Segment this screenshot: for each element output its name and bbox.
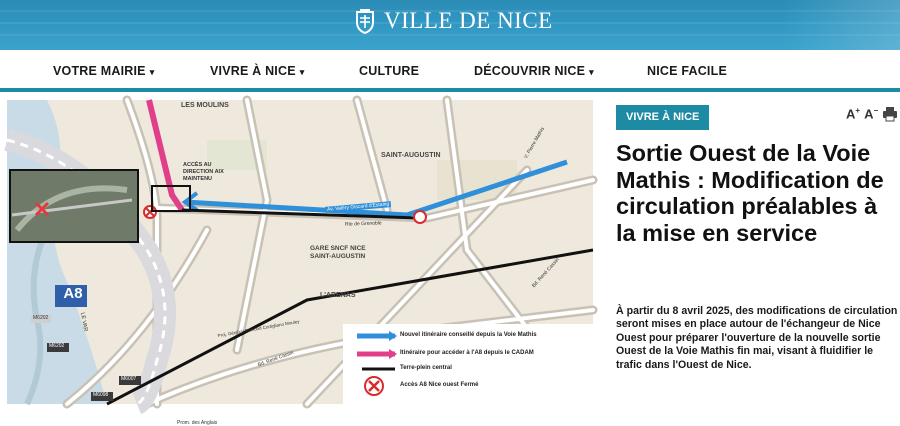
map-label-le-var: LE VAR — [79, 312, 89, 332]
caret-down-icon: ▾ — [589, 67, 594, 77]
map-label-proj: Proj. Général Edmond Cortigliano Mouley — [217, 318, 300, 339]
site-name: VILLE DE NICE — [384, 8, 553, 33]
print-icon[interactable] — [882, 106, 898, 122]
text-tools — [846, 106, 898, 122]
main-nav — [0, 50, 900, 92]
article-map-image[interactable] — [7, 100, 593, 426]
nav-label: VOTRE MAIRIE — [53, 64, 146, 78]
map-label-saint-augustin: SAINT-AUGUSTIN — [381, 152, 441, 159]
nav-item-vivre-a-nice[interactable] — [210, 64, 304, 78]
city-crest-icon — [352, 8, 378, 34]
map-label-m6007: M6007 — [121, 376, 137, 382]
map-label-moulins: LES MOULINS — [181, 102, 229, 109]
map-label-bd-cassin-2: Bd. René Cassin — [530, 257, 561, 289]
harbor-image — [780, 0, 900, 50]
map-label-av-giscard: Av. Valéry Giscard d'Estaing — [326, 201, 390, 213]
header-banner — [0, 0, 900, 50]
map-label-a8: A8 — [63, 285, 83, 302]
category-badge[interactable]: VIVRE À NICE — [616, 105, 709, 130]
plus-glyph: + — [855, 106, 861, 115]
map-label-m6098: M6098 — [93, 392, 109, 398]
map-label-route-grenoble: Rte de Grenoble — [344, 220, 382, 228]
nav-item-decouvrir-nice[interactable] — [474, 64, 594, 78]
map-label-gare: GARE SNCF NICE SAINT-AUGUSTIN — [310, 245, 366, 260]
nav-label: DÉCOUVRIR NICE — [474, 64, 586, 78]
font-decrease-glyph: A — [864, 106, 874, 122]
nav-item-nice-facile[interactable] — [647, 64, 727, 78]
legend-label-blue: Nouvel itinéraire conseillé depuis la Voie Mathis — [400, 332, 537, 338]
caret-down-icon: ▾ — [299, 67, 305, 77]
nav-label: VIVRE À NICE — [210, 64, 296, 78]
legend-label-closed: Accès A8 Nice ouest Fermé — [400, 382, 479, 388]
minus-glyph: − — [873, 106, 879, 115]
caret-down-icon: ▾ — [149, 67, 155, 77]
legend-label-black: Terre-plein central — [400, 365, 452, 371]
font-increase-glyph: A — [846, 106, 856, 122]
nav-label: CULTURE — [359, 64, 420, 78]
font-increase-button[interactable] — [846, 106, 860, 121]
nav-item-culture[interactable] — [359, 64, 419, 78]
font-decrease-button[interactable] — [864, 106, 878, 121]
map-label-m6202: M6202 — [49, 343, 65, 349]
map-label-prom-anglais: Prom. des Anglais — [177, 420, 218, 426]
map-label-pierre-mathis: V. Pierre Mathis — [523, 126, 546, 160]
nav-item-votre-mairie[interactable] — [53, 64, 154, 78]
article-lead: À partir du 8 avril 2025, des modifications de circulation seront mises en place autour de l'échangeur de Nice Ouest pour préparer l'ouverture de la nouvelle sortie Ouest de la Voie Mathis fin mai, visant à fluidifier le trafic dans l'Ouest de Nice. — [616, 305, 898, 371]
site-logo[interactable] — [352, 6, 553, 36]
legend-label-pink: Itinéraire pour accéder à l'A8 depuis le CADAM — [400, 350, 534, 356]
map-label-bd-cassin: Bd. René Cassin — [257, 349, 295, 369]
map-label-arenas: L'ARENAS — [320, 292, 356, 299]
nav-label: NICE FACILE — [647, 64, 727, 78]
map-label-acces: ACCÈS AU DIRECTION AIX MAINTENU — [183, 162, 224, 182]
article-title: Sortie Ouest de la Voie Mathis : Modification de circulation préalables à la mise en service — [616, 140, 884, 246]
map-label-m6202b: M6202 — [33, 315, 49, 321]
